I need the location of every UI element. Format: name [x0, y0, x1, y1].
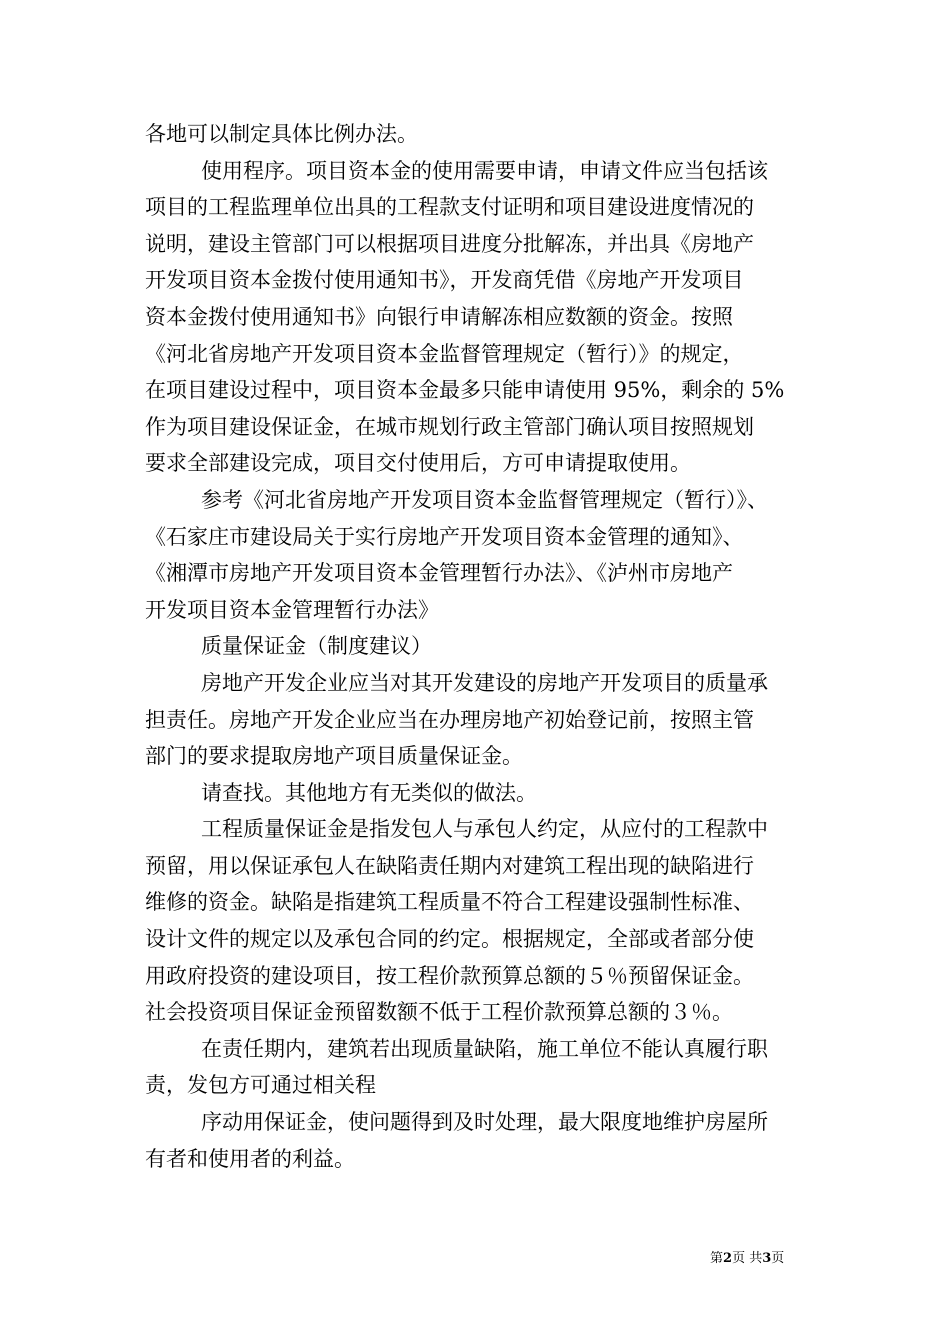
text-line: 《石家庄市建设局关于实行房地产开发项目资本金管理的通知》、 [145, 524, 744, 549]
text-line: 用政府投资的建设项目，按工程价款预算总额的５％预留保证金。 [145, 963, 754, 988]
text-line: 在责任期内，建筑若出现质量缺陷，施工单位不能认真履行职 [201, 1036, 768, 1061]
footer-prefix: 第 [710, 1251, 724, 1266]
text-line: 参考《河北省房地产开发项目资本金监督管理规定（暂行）》、 [201, 487, 768, 512]
text-line: 说明，建设主管部门可以根据项目进度分批解冻，并出具《房地产 [145, 231, 754, 256]
text-line: 开发项目资本金管理暂行办法》 [145, 597, 439, 622]
text-line: 社会投资项目保证金预留数额不低于工程价款预算总额的３％。 [145, 1000, 733, 1025]
text-line: 设计文件的规定以及承包合同的约定。根据规定，全部或者部分使 [145, 927, 754, 952]
text-line: 工程质量保证金是指发包人与承包人约定，从应付的工程款中 [201, 817, 768, 842]
text-line: 担责任。房地产开发企业应当在办理房地产初始登记前，按照主管 [145, 707, 754, 732]
text-line: 开发项目资本金拨付使用通知书》，开发商凭借《房地产开发项目 [145, 268, 744, 293]
text-line: 《河北省房地产开发项目资本金监督管理规定（暂行）》的规定， [145, 341, 744, 366]
text-line: 使用程序。项目资本金的使用需要申请，申请文件应当包括该 [201, 158, 768, 183]
footer-total-pages: 3 [762, 1251, 772, 1266]
text-line: 作为项目建设保证金，在城市规划行政主管部门确认项目按照规划 [145, 414, 754, 439]
text-line: 《湘潭市房地产开发项目资本金管理暂行办法》、《泸州市房地产 [145, 561, 733, 586]
text-line: 预留，用以保证承包人在缺陷责任期内对建筑工程出现的缺陷进行 [145, 853, 754, 878]
page-footer [710, 1247, 784, 1266]
footer-middle: 页 共 [732, 1251, 763, 1266]
document-body [145, 116, 817, 1177]
footer-current-page: 2 [723, 1251, 733, 1266]
text-line: 项目的工程监理单位出具的工程款支付证明和项目建设进度情况的 [145, 195, 754, 220]
text-line: 各地可以制定具体比例办法。 [145, 122, 418, 146]
text-line: 序动用保证金，使问题得到及时处理，最大限度地维护房屋所 [201, 1110, 768, 1135]
text-line: 请查找。其他地方有无类似的做法。 [201, 780, 537, 805]
text-line: 要求全部建设完成，项目交付使用后，方可申请提取使用。 [145, 451, 691, 476]
section-heading: 质量保证金（制度建议） [201, 634, 432, 659]
footer-suffix: 页 [771, 1251, 785, 1266]
text-line: 维修的资金。缺陷是指建筑工程质量不符合工程建设强制性标准、 [145, 890, 754, 915]
text-line: 资本金拨付使用通知书》向银行申请解冻相应数额的资金。按照 [145, 304, 733, 329]
text-line: 房地产开发企业应当对其开发建设的房地产开发项目的质量承 [201, 670, 768, 695]
text-line: 部门的要求提取房地产项目质量保证金。 [145, 744, 523, 769]
text-line: 责，发包方可通过相关程 [145, 1073, 376, 1098]
text-line: 在项目建设过程中，项目资本金最多只能申请使用 95%，剩余的 5% [145, 378, 785, 403]
text-line: 有者和使用者的利益。 [145, 1146, 355, 1171]
